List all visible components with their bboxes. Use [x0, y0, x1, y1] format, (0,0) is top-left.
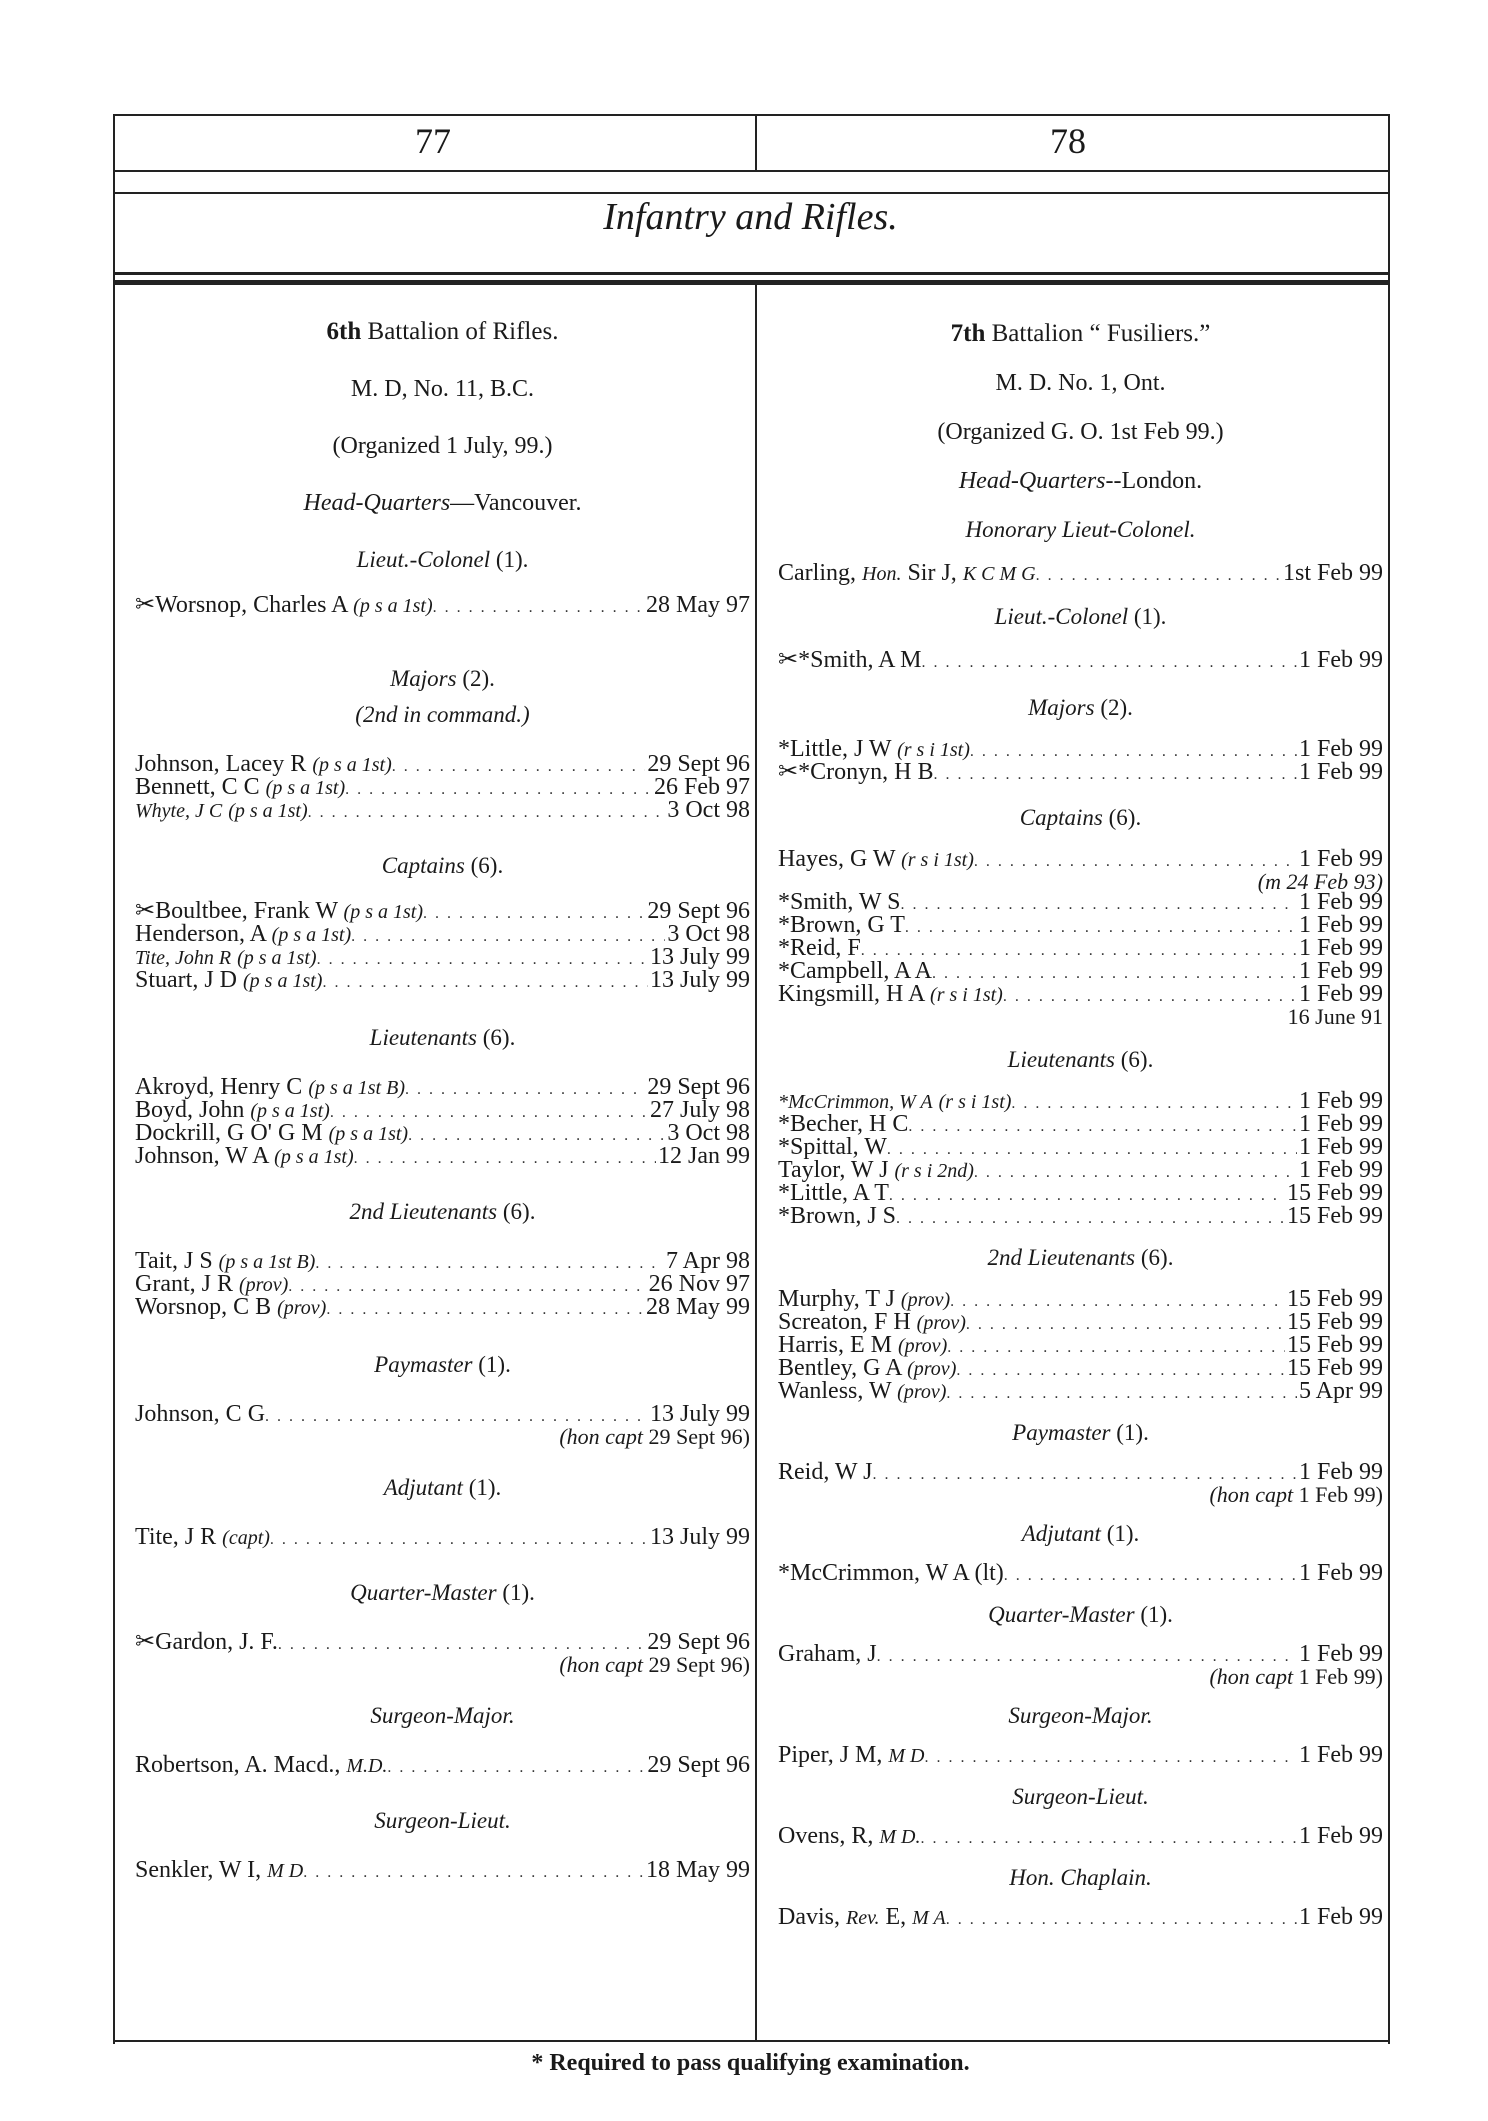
left-column — [135, 318, 750, 1897]
rank-heading-2nd-lieutenants: 2nd Lieutenants (6). — [987, 1245, 1174, 1270]
headquarters: Head-Quarters--London. — [958, 468, 1203, 494]
roster-note: 16 June 91 — [1287, 1004, 1383, 1029]
roster-row: Grant, J R (prov) . . . 26 Nov 97 — [135, 1274, 750, 1297]
rank-heading-adjutant: Adjutant (1). — [383, 1475, 502, 1500]
rank-heading-majors: Majors (2). — [390, 666, 495, 691]
roster-row: Murphy, T J (prov) . . . 15 Feb 99 — [778, 1289, 1383, 1312]
roster-row: ✂Boultbee, Frank W (p s a 1st) . . . 29 Sept 96 — [135, 901, 750, 924]
roster-row: Senkler, W I, M D . . . 18 May 99 — [135, 1860, 750, 1883]
roster-row: Tite, John R (p s a 1st) . . . 13 July 99 — [135, 947, 750, 970]
rank-heading-lieutenants: Lieutenants (6). — [1007, 1047, 1154, 1072]
section-title: Infantry and Rifles. — [603, 196, 898, 238]
roster-row: Boyd, John (p s a 1st) . . . 27 July 98 — [135, 1100, 750, 1123]
roster-row: Wanless, W (prov) . . . 5 Apr 99 — [778, 1381, 1383, 1404]
rank-heading-quartermaster: Quarter-Master (1). — [988, 1602, 1173, 1627]
rank-subtitle: (2nd in command.) — [355, 702, 530, 727]
roster-row: Whyte, J C (p s a 1st) . . . 3 Oct 98 — [135, 800, 750, 823]
roster-row: *Becher, H C . . . 1 Feb 99 — [778, 1114, 1383, 1137]
rank-heading-surgeon-lieut: Surgeon-Lieut. — [1012, 1784, 1149, 1809]
rank-heading-captains: Captains (6). — [1019, 805, 1142, 830]
roster-row: *McCrimmon, W A (lt) . . . 1 Feb 99 — [778, 1563, 1383, 1586]
battalion-number: 7th — [950, 320, 986, 347]
battalion-name: Battalion of Rifles. — [367, 318, 559, 345]
roster-row: Screaton, F H (prov) . . . 15 Feb 99 — [778, 1312, 1383, 1335]
roster-row: Johnson, W A (p s a 1st) . . . 12 Jan 99 — [135, 1146, 750, 1169]
battalion-heading — [135, 318, 750, 346]
rank-heading-surgeon-major: Surgeon-Major. — [1008, 1703, 1153, 1728]
rank-title: Lieut.-Colonel — [356, 547, 491, 572]
bottom-rule — [113, 2040, 1388, 2042]
title-rule-bottom — [113, 280, 1388, 285]
organized: (Organized 1 July, 99.) — [332, 433, 553, 459]
roster-row: Tait, J S (p s a 1st B) . . . 7 Apr 98 — [135, 1251, 750, 1274]
rank-heading-2nd-lieutenants: 2nd Lieutenants (6). — [349, 1199, 536, 1224]
top-rule — [113, 114, 1388, 116]
page-number-rule — [113, 170, 1388, 172]
roster-row: Taylor, W J (r s i 2nd) . . . 1 Feb 99 — [778, 1160, 1383, 1183]
rank-heading-quartermaster: Quarter-Master (1). — [350, 1580, 535, 1605]
roster-row: *Brown, G T . . . 1 Feb 99 — [778, 915, 1383, 938]
rank-heading-hon-ltcol: Honorary Lieut-Colonel. — [965, 517, 1196, 542]
district: M. D. No. 1, Ont. — [995, 370, 1166, 396]
rank-heading-ltcol — [135, 547, 750, 573]
roster-row: Johnson, C G . . . 13 July 99 — [135, 1404, 750, 1427]
rank-heading-lieutenants: Lieutenants (6). — [369, 1025, 516, 1050]
rank-heading-ltcol: Lieut.-Colonel (1). — [994, 604, 1167, 629]
right-column — [778, 320, 1383, 1944]
roster-note: (hon capt 29 Sept 96) — [559, 1652, 750, 1677]
hq-label: Head-Quarters — [303, 490, 451, 516]
roster-note: (hon capt 29 Sept 96) — [559, 1424, 750, 1449]
roster-row: Robertson, A. Macd., M.D. . . . 29 Sept 96 — [135, 1755, 750, 1778]
roster-row: *Brown, J S . . . 15 Feb 99 — [778, 1206, 1383, 1229]
page-number-right: 78 — [1050, 121, 1086, 161]
rank-heading-majors: Majors (2). — [1028, 695, 1133, 720]
hq-place: —Vancouver. — [450, 490, 582, 516]
roster-note: (m 24 Feb 93) — [1257, 869, 1383, 894]
roster-row: *McCrimmon, W A (r s i 1st) . . . 1 Feb 99 — [778, 1091, 1383, 1114]
roster-row: *Reid, F . . . 1 Feb 99 — [778, 938, 1383, 961]
officer-date: 28 May 97 — [646, 592, 750, 618]
rank-heading-captains: Captains (6). — [381, 853, 504, 878]
rank-heading-surgeon-major: Surgeon-Major. — [370, 1703, 515, 1728]
roster-row: *Smith, W S . . . 1 Feb 99 — [778, 892, 1383, 915]
column-divider — [755, 285, 757, 2040]
roster-row: Akroyd, Henry C (p s a 1st B) . . . 29 Sept 96 — [135, 1077, 750, 1100]
roster-row: Harris, E M (prov) . . . 15 Feb 99 — [778, 1335, 1383, 1358]
roster-row: Stuart, J D (p s a 1st) . . . 13 July 99 — [135, 970, 750, 993]
rank-heading-paymaster: Paymaster (1). — [374, 1352, 511, 1377]
roster-row: Bentley, G A (prov) . . . 15 Feb 99 — [778, 1358, 1383, 1381]
rank-count: (1). — [495, 547, 529, 572]
roster-row: ✂*Cronyn, H B . . . 1 Feb 99 — [778, 762, 1383, 785]
footnote: * Required to pass qualifying examination. — [531, 2050, 970, 2076]
rank-heading-surgeon-lieut: Surgeon-Lieut. — [374, 1808, 511, 1833]
rank-heading-adjutant: Adjutant (1). — [1021, 1521, 1140, 1546]
page-number-left: 77 — [415, 121, 451, 161]
organized: (Organized G. O. 1st Feb 99.) — [937, 419, 1224, 445]
roster-row: *Little, J W (r s i 1st) . . . 1 Feb 99 — [778, 739, 1383, 762]
battalion-name: Battalion “ Fusiliers.” — [991, 320, 1211, 347]
roster-row: Piper, J M, M D . . . 1 Feb 99 — [778, 1745, 1383, 1768]
roster-row: Hayes, G W (r s i 1st) . . . 1 Feb 99 — [778, 849, 1383, 872]
roster-row — [135, 592, 750, 618]
roster-note: (hon capt 1 Feb 99) — [1209, 1664, 1383, 1689]
roster-row: *Campbell, A A . . . 1 Feb 99 — [778, 961, 1383, 984]
page-number-divider — [755, 114, 757, 170]
battalion-heading — [778, 320, 1383, 348]
officer-name: ✂Worsnop, Charles A (p s a 1st) — [135, 592, 433, 618]
roster-note: (hon capt 1 Feb 99) — [1209, 1482, 1383, 1507]
roster-row: ✂*Smith, A M . . . 1 Feb 99 — [778, 650, 1383, 673]
title-rule-top — [113, 272, 1388, 275]
rank-heading-paymaster: Paymaster (1). — [1012, 1420, 1149, 1445]
roster-row: Ovens, R, M D. . . . 1 Feb 99 — [778, 1826, 1383, 1849]
roster-row: Johnson, Lacey R (p s a 1st) . . . 29 Sept 96 — [135, 754, 750, 777]
page-number-rule-2 — [113, 192, 1388, 194]
roster-row: Kingsmill, H A (r s i 1st) . . . 1 Feb 99 — [778, 984, 1383, 1007]
roster-row: Carling, Hon. Sir J, K C M G . . . 1st Feb 99 — [778, 563, 1383, 586]
battalion-number: 6th — [326, 318, 362, 345]
roster-row: Davis, Rev. E, M A . . . 1 Feb 99 — [778, 1907, 1383, 1930]
roster-row: Tite, J R (capt) . . . 13 July 99 — [135, 1527, 750, 1550]
roster-row: Worsnop, C B (prov) . . . 28 May 99 — [135, 1297, 750, 1320]
rank-heading-chaplain: Hon. Chaplain. — [1009, 1865, 1152, 1890]
roster-row: *Spittal, W . . . 1 Feb 99 — [778, 1137, 1383, 1160]
roster-row: ✂Gardon, J. F. . . . 29 Sept 96 — [135, 1632, 750, 1655]
roster-row: Henderson, A (p s a 1st) . . . 3 Oct 98 — [135, 924, 750, 947]
district: M. D, No. 11, B.C. — [350, 376, 535, 402]
headquarters — [135, 490, 750, 517]
roster-row: Graham, J . . . 1 Feb 99 — [778, 1644, 1383, 1667]
roster-row: Bennett, C C (p s a 1st) . . . 26 Feb 97 — [135, 777, 750, 800]
roster-row: *Little, A T . . . 15 Feb 99 — [778, 1183, 1383, 1206]
roster-row: Dockrill, G O' G M (p s a 1st) . . . 3 Oct 98 — [135, 1123, 750, 1146]
roster-row: Reid, W J . . . 1 Feb 99 — [778, 1462, 1383, 1485]
